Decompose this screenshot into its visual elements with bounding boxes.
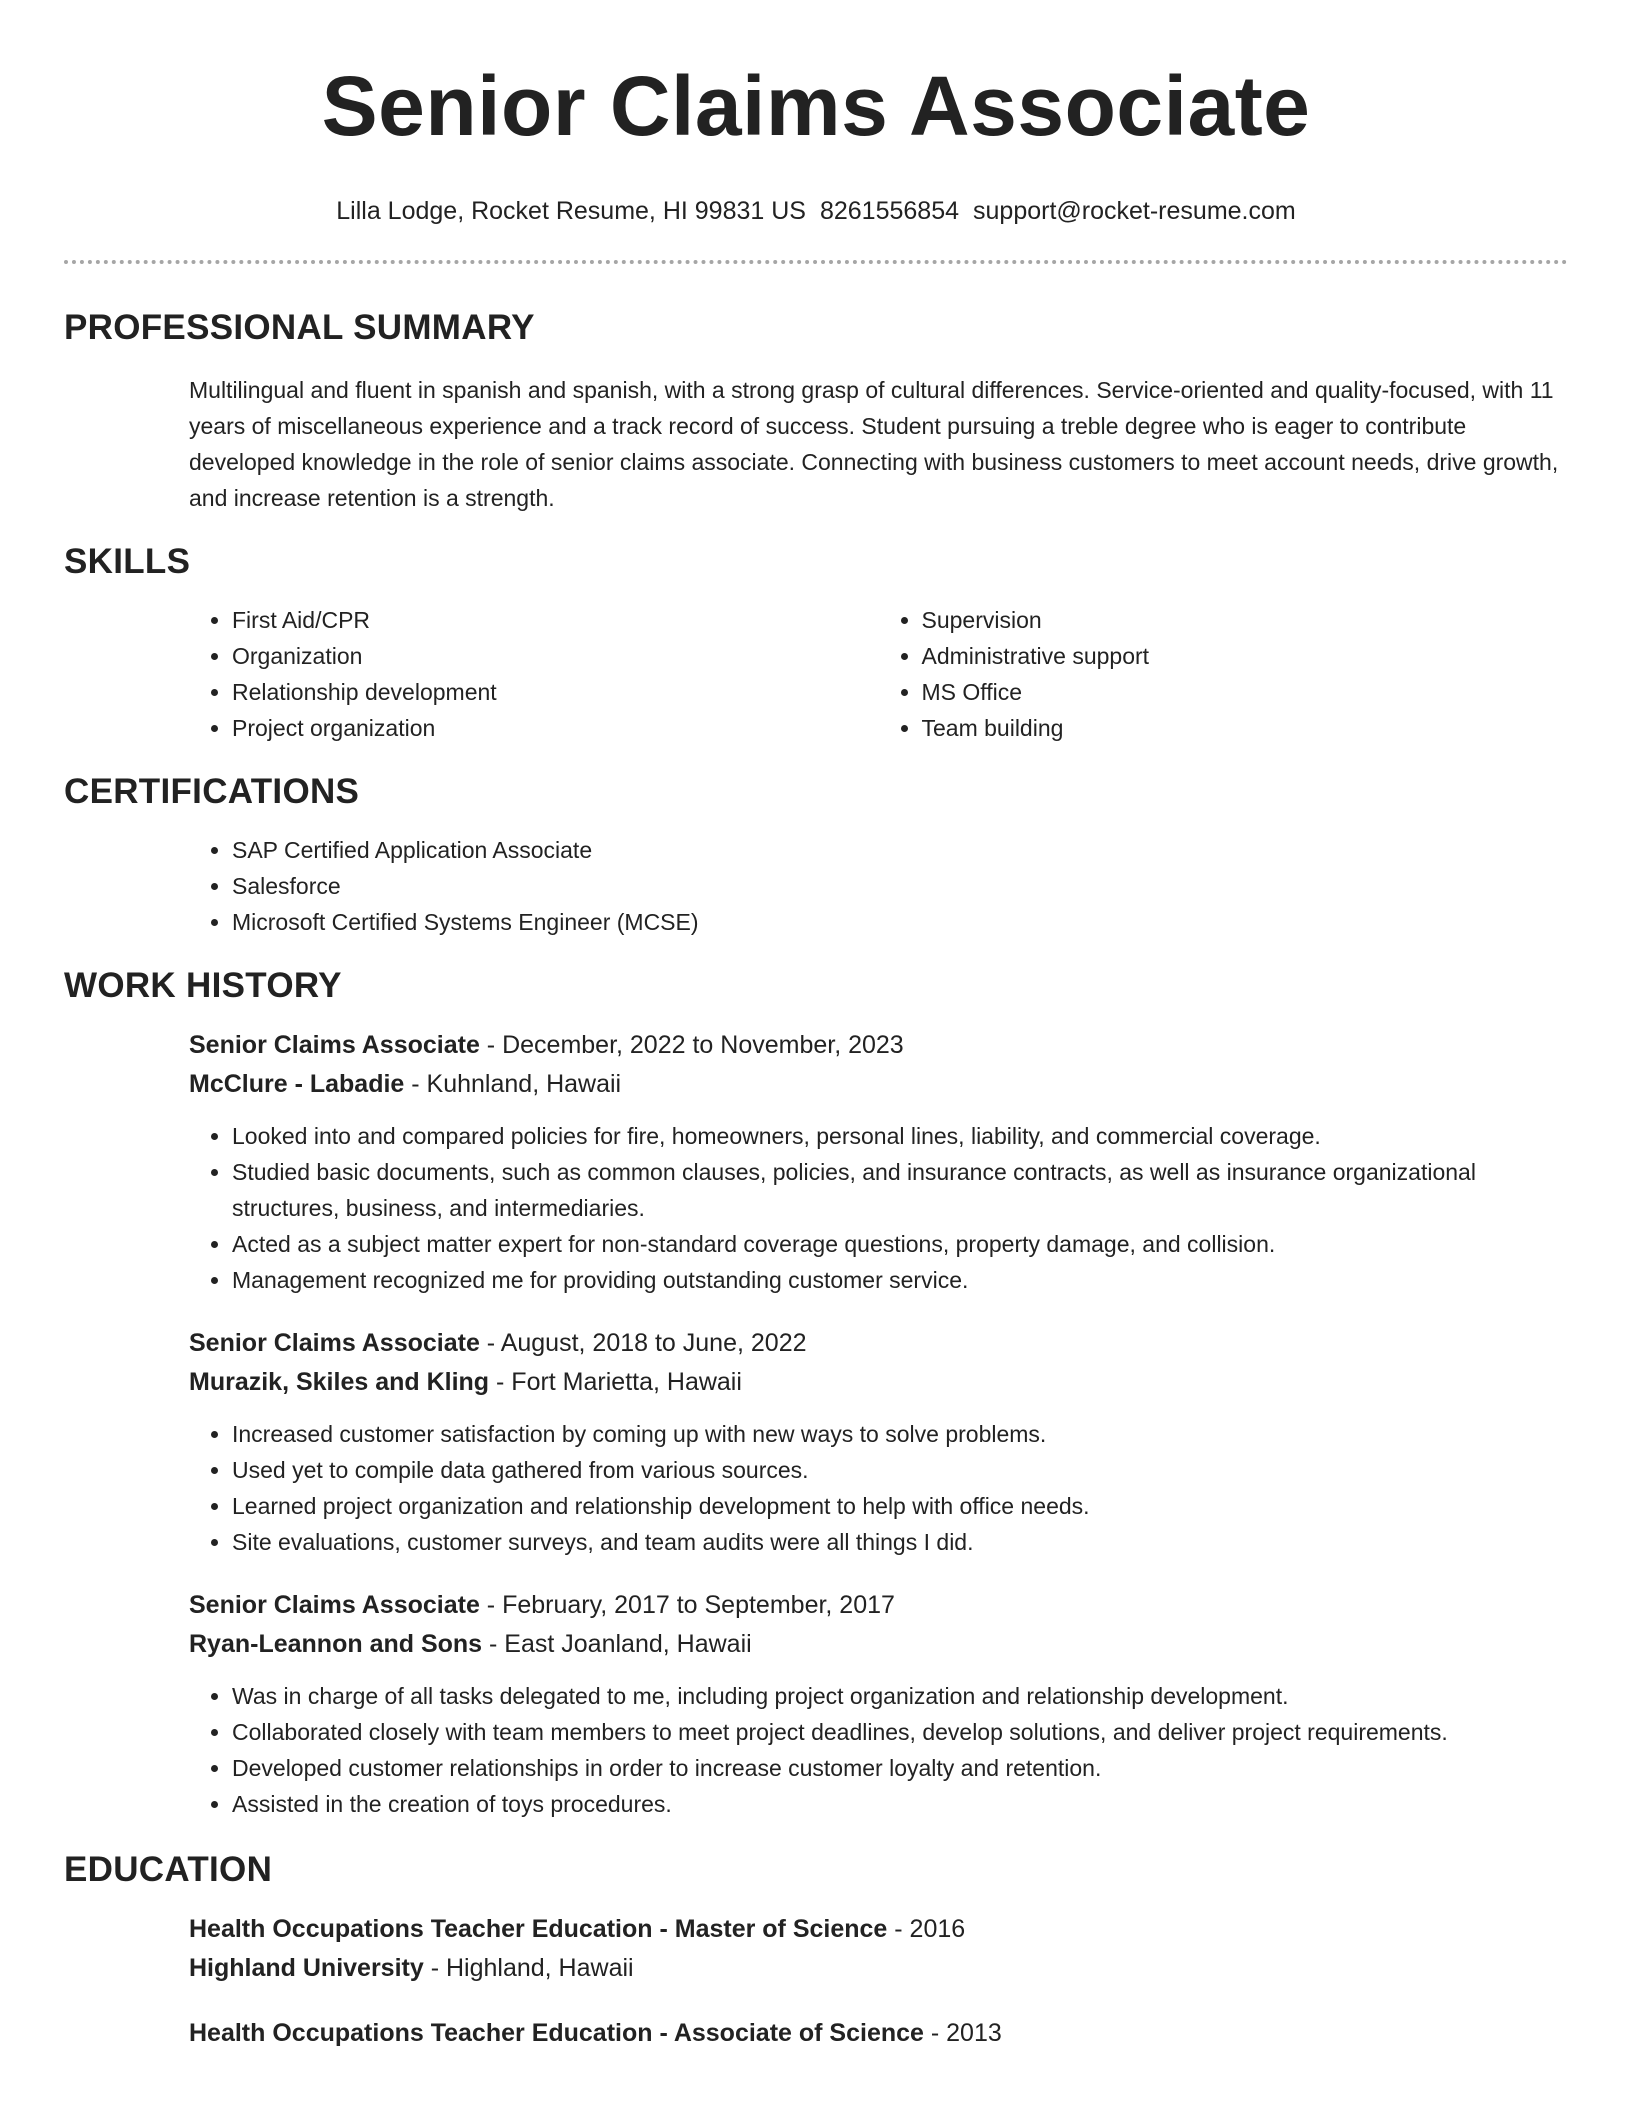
contact-address: Lilla Lodge, Rocket Resume, HI 99831 US	[336, 197, 806, 225]
education-entry	[189, 2014, 1568, 2053]
job-dates: - August, 2018 to June, 2022	[479, 1329, 807, 1357]
job-bullet: • Collaborated closely with team members to meet project deadlines, develop solutions, and deliver project requirements.	[232, 1714, 1568, 1750]
skill-item: • Organization	[232, 638, 879, 674]
job-bullet: • Management recognized me for providing outstanding customer service.	[232, 1262, 1568, 1298]
education-location: - Highland, Hawaii	[423, 1954, 634, 1982]
job-role: Senior Claims Associate	[189, 1591, 480, 1619]
summary-text: Multilingual and fluent in spanish and spanish, with a strong grasp of cultural differences. Service-oriented and quality-focused, with 11 years of miscellaneous experience and a track record of success. Student pursuing a treble degree who is eager to contribute developed knowledge in the role of senior claims associate. Connecting with business customers to meet account needs, drive growth, and increase retention is a strength.	[189, 377, 1559, 511]
work-history-heading: WORK HISTORY	[64, 966, 342, 1005]
summary-section	[189, 372, 1568, 516]
certifications-heading: CERTIFICATIONS	[64, 772, 360, 811]
job-title-line	[189, 1586, 1568, 1625]
job-company-line	[189, 1363, 1568, 1402]
skills-heading: SKILLS	[64, 542, 191, 581]
job-bullet: • Developed customer relationships in order to increase customer loyalty and retention.	[232, 1750, 1568, 1786]
certification-item: • Salesforce	[232, 868, 1568, 904]
job-entry	[189, 1026, 1568, 1298]
job-bullet: • Increased customer satisfaction by coming up with new ways to solve problems.	[232, 1416, 1568, 1452]
certification-item: • Microsoft Certified Systems Engineer (MCSE)	[232, 904, 1568, 940]
education-heading: EDUCATION	[64, 1850, 273, 1889]
job-bullet: • Site evaluations, customer surveys, and team audits were all things I did.	[232, 1524, 1568, 1560]
job-entry	[189, 1586, 1568, 1822]
job-bullet: • Assisted in the creation of toys procedures.	[232, 1786, 1568, 1822]
education-degree: Health Occupations Teacher Education - Associate of Science	[189, 2019, 924, 2047]
job-role: Senior Claims Associate	[189, 1031, 480, 1059]
skill-item: • Supervision	[922, 602, 1569, 638]
education-school-line	[189, 1949, 1568, 1988]
contact-phone: 8261556854	[819, 197, 960, 225]
job-title-line	[189, 1026, 1568, 1065]
job-bullets	[189, 1678, 1568, 1822]
certifications-section	[189, 832, 1568, 940]
job-company-line	[189, 1065, 1568, 1104]
contact-email: support@rocket-resume.com	[973, 197, 1296, 225]
education-degree-line	[189, 1910, 1568, 1949]
work-history-section	[189, 1026, 1568, 1822]
skills-list-left	[189, 602, 879, 746]
skills-list-right	[879, 602, 1569, 746]
job-bullet: • Used yet to compile data gathered from various sources.	[232, 1452, 1568, 1488]
skill-item: • MS Office	[922, 674, 1569, 710]
header-divider	[64, 260, 1568, 264]
resume-name: Senior Claims Associate	[321, 59, 1311, 153]
skill-item: • Team building	[922, 710, 1569, 746]
job-bullet: • Was in charge of all tasks delegated to me, including project organization and relationship development.	[232, 1678, 1568, 1714]
job-bullet: • Looked into and compared policies for fire, homeowners, personal lines, liability, and commercial coverage.	[232, 1118, 1568, 1154]
education-section	[189, 1910, 1568, 2053]
job-company: Murazik, Skiles and Kling	[189, 1368, 490, 1396]
job-dates: - December, 2022 to November, 2023	[479, 1031, 904, 1059]
job-bullets	[189, 1416, 1568, 1560]
skill-item: • Project organization	[232, 710, 879, 746]
job-bullets	[189, 1118, 1568, 1298]
job-location: - Fort Marietta, Hawaii	[489, 1368, 742, 1396]
resume-page	[64, 0, 1568, 2053]
education-year: - 2013	[923, 2019, 1002, 2047]
job-title-line	[189, 1324, 1568, 1363]
job-location: - East Joanland, Hawaii	[482, 1630, 752, 1658]
contact-line	[64, 194, 1568, 228]
job-bullet: • Learned project organization and relationship development to help with office needs.	[232, 1488, 1568, 1524]
skill-item: • Administrative support	[922, 638, 1569, 674]
job-dates: - February, 2017 to September, 2017	[479, 1591, 895, 1619]
certification-item: • SAP Certified Application Associate	[232, 832, 1568, 868]
job-entry	[189, 1324, 1568, 1560]
job-bullet: • Acted as a subject matter expert for non-standard coverage questions, property damage, and collision.	[232, 1226, 1568, 1262]
job-company: Ryan-Leannon and Sons	[189, 1630, 483, 1658]
education-degree-line	[189, 2014, 1568, 2053]
job-role: Senior Claims Associate	[189, 1329, 480, 1357]
education-year: - 2016	[887, 1915, 966, 1943]
skill-item: • Relationship development	[232, 674, 879, 710]
education-school: Highland University	[189, 1954, 424, 1982]
education-entry	[189, 1910, 1568, 1988]
job-company-line	[189, 1625, 1568, 1664]
job-bullet: • Studied basic documents, such as common clauses, policies, and insurance contracts, as well as insurance organizational structures, business, and intermediaries.	[232, 1154, 1568, 1226]
skills-section	[189, 602, 1568, 746]
skill-item: • First Aid/CPR	[232, 602, 879, 638]
summary-heading: PROFESSIONAL SUMMARY	[64, 308, 535, 347]
job-location: - Kuhnland, Hawaii	[404, 1070, 622, 1098]
job-company: McClure - Labadie	[189, 1070, 405, 1098]
education-degree: Health Occupations Teacher Education - Master of Science	[189, 1915, 888, 1943]
certifications-list	[189, 832, 1568, 940]
